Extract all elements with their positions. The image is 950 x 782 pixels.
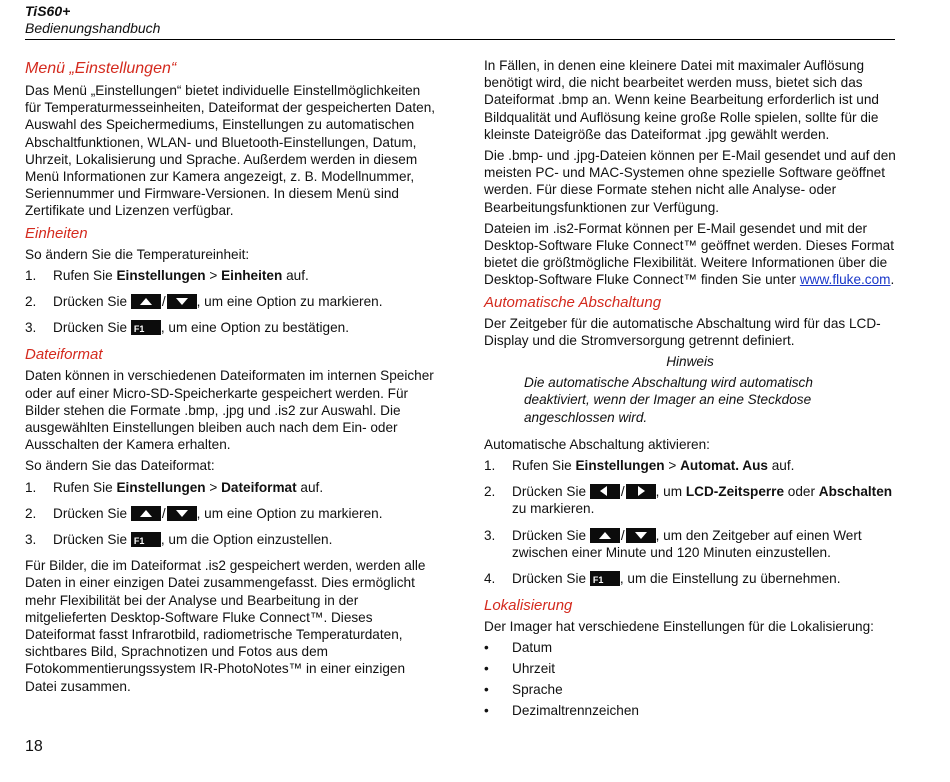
list-item [484,639,896,656]
arrow-down-key-icon [626,528,656,543]
list-item [484,457,896,474]
section-heading-localization: Lokalisierung [484,597,573,615]
arrow-up-key-icon [590,528,620,543]
step-text: , um eine Option zu markieren. [196,505,383,521]
step-number: 4. [484,571,496,587]
step-text: , um den Zeitgeber auf einen Wert zwischen einer Minute und 120 Minuten einzustellen. [512,527,862,560]
f1-key-icon [131,320,161,335]
page-number: 18 [25,738,43,755]
localization-paragraph: Der Imager hat verschiedene Einstellungen für die Lokalisierung: [484,619,874,635]
paragraph-text: . [890,272,895,288]
step-text: Drücken Sie [53,320,131,336]
option-lcd-timeout: LCD-Zeitsperre [685,484,785,500]
bullet: • [484,640,489,656]
f1-key-icon [131,532,161,547]
list-item [25,505,437,522]
step-text: auf. [296,479,324,495]
menu-path-settings: Einstellungen [116,479,206,495]
step-text: Drücken Sie [512,571,590,587]
f1-key-label: F1 [133,324,145,335]
step-number: 3. [25,320,37,336]
units-steps [25,267,437,337]
step-text: Drücken Sie [53,294,131,310]
section-heading-auto-off: Automatische Abschaltung [484,293,662,311]
list-item [25,531,437,548]
format-intro: So ändern Sie das Dateiformat: [25,458,215,474]
list-item [484,570,896,587]
localization-list [484,639,896,718]
arrow-up-key-icon [131,294,161,309]
product-name: TiS60+ [25,3,71,19]
note-heading: Hinweis [666,354,714,370]
menu-path-auto-off: Automat. Aus [680,458,768,474]
step-number: 1. [484,458,496,474]
arrow-right-key-icon [626,484,656,499]
key-separator: / [161,294,166,310]
list-item [25,319,437,336]
step-number: 1. [25,267,37,283]
step-text: Drücken Sie [512,527,590,543]
step-text: Rufen Sie [53,479,117,495]
f1-key-label: F1 [592,575,604,586]
fluke-website-link[interactable]: www.fluke.com [799,272,891,288]
step-text: > [205,479,222,495]
step-number: 2. [25,294,37,310]
step-text: , um die Option einzustellen. [160,532,333,548]
menu-path-units: Einheiten [221,267,283,283]
list-item [484,527,896,561]
list-item [484,483,896,517]
list-item-text: Uhrzeit [512,661,556,677]
section-heading-file-format: Dateiformat [25,346,103,364]
arrow-down-key-icon [167,506,197,521]
list-item [25,293,437,310]
key-separator: / [620,484,625,500]
list-item [484,660,896,677]
bullet: • [484,681,489,697]
f1-key-icon [590,571,620,586]
menu-path-settings: Einstellungen [116,267,206,283]
page-header [25,3,895,37]
step-text: Drücken Sie [53,532,131,548]
step-text: , um eine Option zu markieren. [196,294,383,310]
bullet: • [484,702,489,718]
manual-title: Bedienungshandbuch [25,20,161,36]
menu-paragraph: Das Menü „Einstellungen“ bietet individuelle Einstellmöglichkeiten für Temperaturmesseinheiten, Dateiformat der gespeicherten Daten, Auswahl des Speichermediums, Einstellungen zu automatischen Abschaltfunktionen, WLAN- und Bluetooth-Einstellungen, Datum, Uhrzeit, Lokalisierung und Sprache. Außerdem werden in diesem Menü Informationen zur Kamera angezeigt, z. B. Modellnummer, Seriennummer und Firmware-Versionen. In diesem Menü sind Zertifikate und Lizenzen verfügbar. [25,83,436,219]
section-heading-units: Einheiten [25,224,88,242]
arrow-down-key-icon [167,294,197,309]
is2-paragraph: Für Bilder, die im Dateiformat .is2 gespeichert werden, werden alle Daten in einer einzigen Datei zusammengefasst. Dies ermöglicht mehr Flexibilität bei der Analyse und Bearbeitung in der mitgelieferten Desktop-Software Fluke Connect™. Dieses Dateiformat fasst Infrarotbild, radiometrische Temperaturdaten, sichtbares Bild, Sprachnotizen und Fotos aus dem Fotokommentierungssystem IR-PhotoNotes™ in einer einzigen Datei zusammen. [25,558,426,694]
step-text: > [664,458,681,474]
step-text: Drücken Sie [512,484,590,500]
step-text: Rufen Sie [512,458,576,474]
arrow-left-key-icon [590,484,620,499]
step-text: , um die Einstellung zu übernehmen. [619,571,841,587]
header-rule [25,39,895,40]
auto-off-paragraph: Der Zeitgeber für die automatische Abschaltung wird für das LCD-Display und die Stromversorgung getrennt definiert. [484,315,881,348]
list-item-text: Datum [512,640,553,656]
f1-key-label: F1 [133,536,145,547]
list-item-text: Sprache [512,681,563,697]
step-text: > [205,267,222,283]
step-text: auf. [282,267,309,283]
section-heading-menu: Menü „Einstellungen“ [25,60,177,77]
list-item [25,267,437,284]
format-steps [25,479,437,549]
step-text: zu markieren. [512,501,595,517]
list-item-text: Dezimaltrennzeichen [512,702,639,718]
list-item [25,479,437,496]
note-text: Die automatische Abschaltung wird automatisch deaktiviert, wenn der Imager an eine Steckdose angeschlossen wird. [524,375,813,425]
bmp-jpg-paragraph: In Fällen, in denen eine kleinere Datei mit maximaler Auflösung benötigt wird, die nicht bearbeitet werden muss, bietet sich das Dateiformat .bmp an. Wenn keine Bearbeitung erforderlich ist und Bildqualität und Auflösung keine große Rolle spielen, sollte für die kleinste Dateigröße das Dateiformat .jpg gewählt werden. [484,58,879,142]
step-number: 1. [25,479,37,495]
step-text: Drücken Sie [53,505,131,521]
format-paragraph: Daten können in verschiedenen Dateiformaten im internen Speicher oder auf einer Micro-SD-Speicherkarte gespeichert werden. Für Bilder stehen die Formate .bmp, .jpg und .is2 zur Auswahl. Die ausgewählten Einstellungen bleiben auch nach dem Ein- oder Ausschalten der Kamera erhalten. [25,368,434,453]
step-text: Rufen Sie [53,267,117,283]
paragraph-text: Dateien im .is2-Format können per E-Mail gesendet und mit der Desktop-Software Fluke Connect™ geöffnet werden. Dieses Format bietet die größtmögliche Flexibilität. Weitere Informationen über die Desktop-Software Fluke Connect™ finden Sie unter [484,220,895,288]
key-separator: / [620,527,625,543]
list-item [484,702,896,719]
step-number: 2. [25,505,37,521]
left-column [25,55,437,699]
menu-path-settings: Einstellungen [575,458,665,474]
key-separator: / [161,505,166,521]
menu-path-file-format: Dateiformat [221,479,297,495]
arrow-up-key-icon [131,506,161,521]
list-item [484,681,896,698]
right-column [484,57,896,722]
bullet: • [484,661,489,677]
is2-desktop-paragraph [484,220,896,289]
step-text: auf. [767,458,795,474]
email-paragraph: Die .bmp- und .jpg-Dateien können per E-Mail gesendet und auf den meisten PC- und MAC-Systemen ohne spezielle Software geöffnet werden. Für diese Formate stehen nicht alle Analyse- oder Bearbeitungsfunktionen zur Verfügung. [484,148,896,215]
option-power-off: Abschalten [818,484,893,500]
step-number: 3. [25,532,37,548]
auto-off-steps [484,457,896,587]
step-text: , um eine Option zu bestätigen. [160,320,349,336]
step-text: , um [655,484,686,500]
step-number: 2. [484,484,496,500]
units-intro: So ändern Sie die Temperatureinheit: [25,246,250,262]
step-text: oder [784,484,819,500]
auto-off-intro: Automatische Abschaltung aktivieren: [484,436,710,452]
step-number: 3. [484,527,496,543]
